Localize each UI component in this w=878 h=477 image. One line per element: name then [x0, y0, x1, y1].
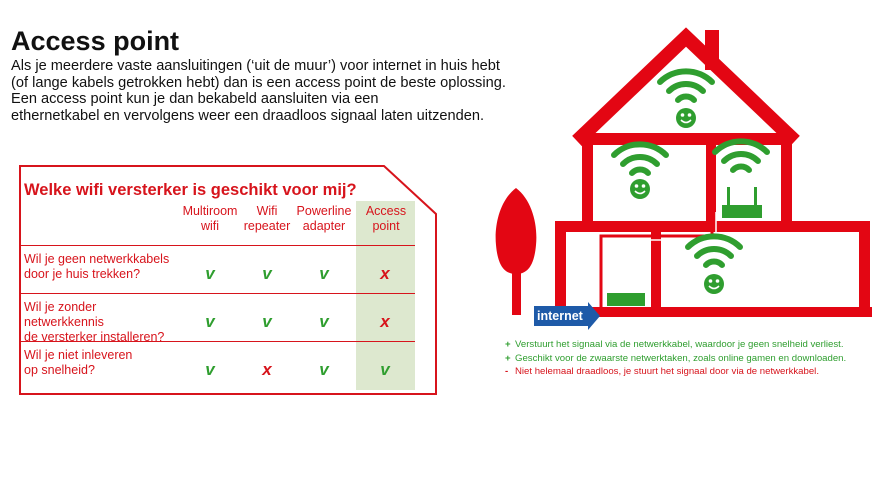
table-row-question: Wil je zonder netwerkkennis de versterker installeren?: [24, 300, 165, 344]
intro-line: Een access point kun je dan bekabeld aansluiten via een: [11, 91, 379, 107]
check-mark: v: [262, 264, 272, 283]
feature-pro: + Verstuurt het signaal via de netwerkkabel, waardoor je geen snelheid verliest.: [505, 339, 844, 350]
feature-con: - Niet helemaal draadloos, je stuurt het signaal door via de netwerkkabel.: [505, 366, 819, 377]
cross-mark: x: [380, 312, 390, 331]
column-header-access-point: Access point: [365, 204, 407, 233]
intro-line: Als je meerdere vaste aansluitingen (‘uit de muur’) voor internet in huis hebt: [11, 58, 500, 74]
column-header-multiroom-wifi: Multiroom wifi: [182, 204, 238, 233]
table-row-question: Wil je geen netwerkkabels door je huis trekken?: [24, 252, 170, 281]
intro-line: (of lange kabels getrokken hebt) dan is een access point de beste oplossing.: [11, 74, 506, 91]
wifi-icon: [614, 144, 666, 173]
cross-mark: x: [380, 264, 390, 283]
check-mark: v: [319, 264, 329, 283]
modem-icon: [607, 293, 645, 306]
wifi-icon: [660, 71, 712, 100]
column-header-wifi-repeater: Wifi repeater: [243, 204, 291, 233]
check-mark: v: [380, 360, 390, 379]
column-header-powerline-adapter: Powerline adapter: [296, 204, 352, 233]
table-title: Welke wifi versterker is geschikt voor mij?: [24, 181, 357, 199]
smiley-icon: [704, 274, 724, 294]
check-mark: v: [205, 312, 215, 331]
page-title: Access point: [11, 26, 180, 56]
table-row-question: Wil je niet inleveren op snelheid?: [24, 348, 133, 377]
feature-pro: + Geschikt voor de zwaarste netwerktaken, zoals online gamen en downloaden.: [505, 352, 847, 364]
internet-label: internet: [537, 309, 583, 323]
smiley-icon: [630, 179, 650, 199]
check-mark: v: [205, 360, 215, 379]
feature-list: [505, 338, 846, 379]
intro-line: ethernetkabel en vervolgens weer een draadloos signaal laten uitzenden.: [11, 107, 484, 124]
check-mark: v: [262, 312, 272, 331]
smiley-icon: [676, 108, 696, 128]
cross-mark: x: [262, 360, 272, 379]
tree-icon: [496, 188, 537, 315]
router-icon: [722, 187, 762, 218]
check-mark: v: [205, 264, 215, 283]
check-mark: v: [319, 360, 329, 379]
check-mark: v: [319, 312, 329, 331]
wifi-icon: [715, 141, 767, 170]
